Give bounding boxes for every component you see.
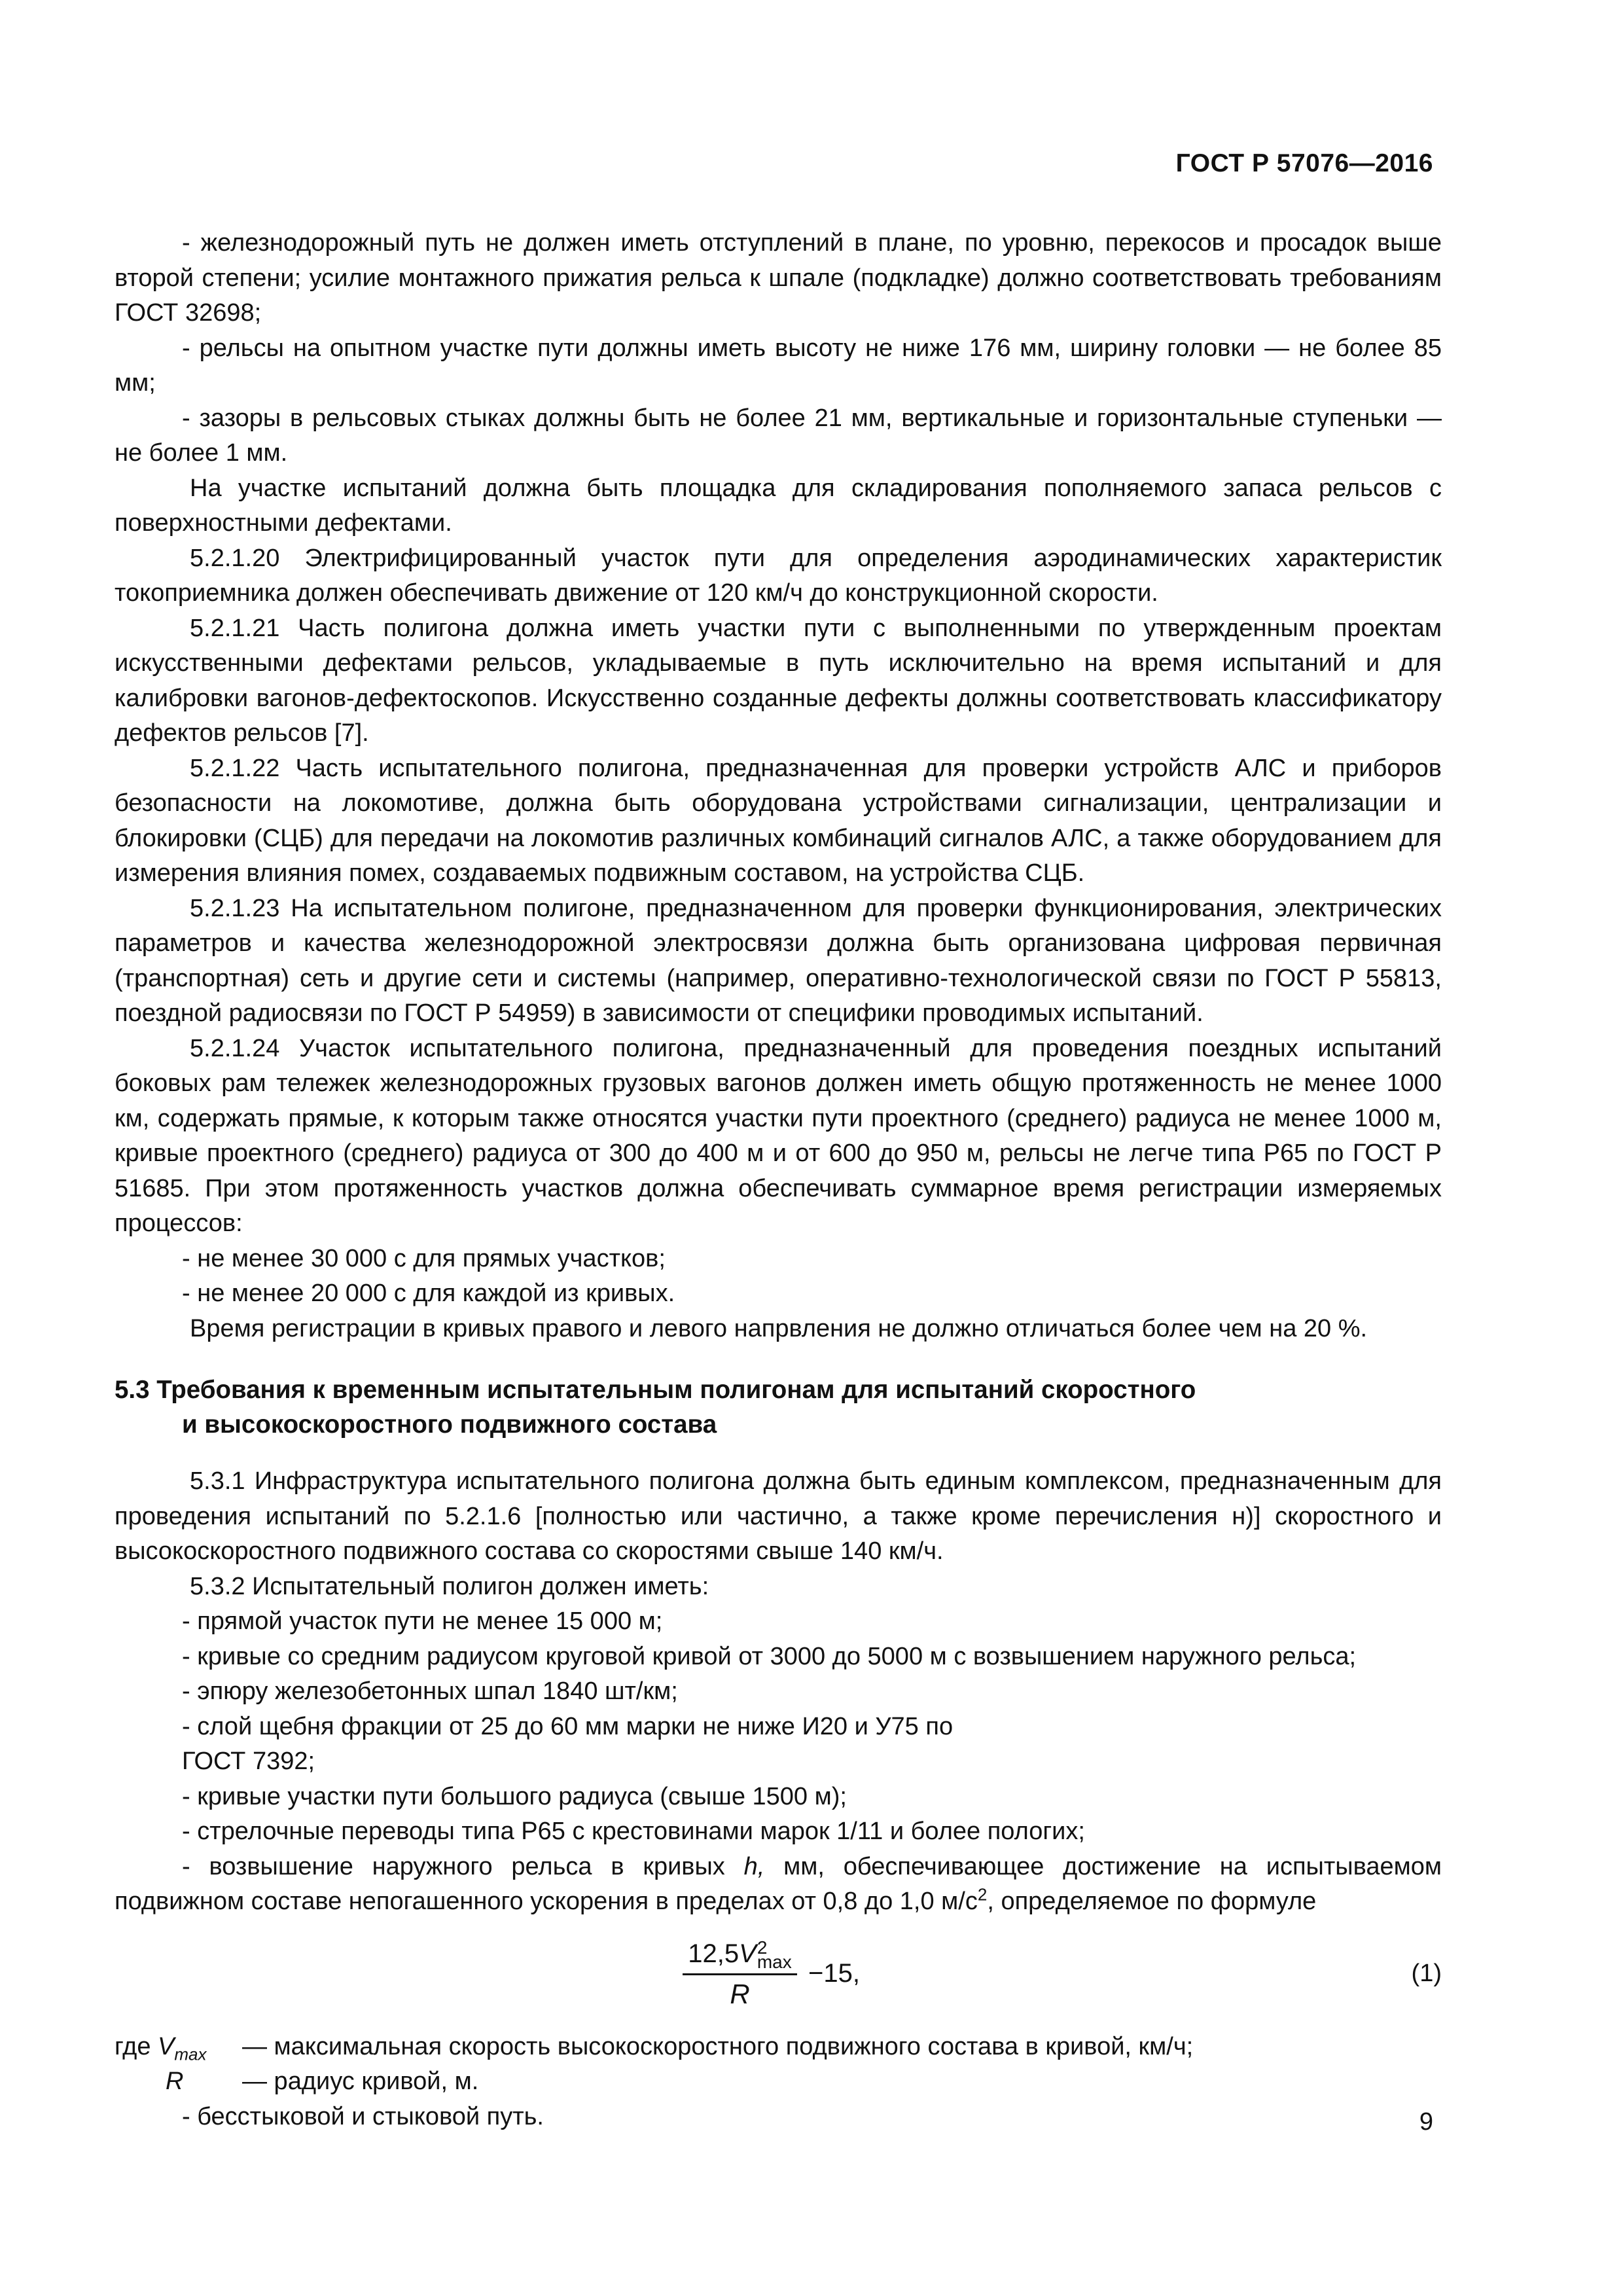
list-item: - железнодорожный путь не должен иметь отступлений в плане, по уровню, перекосов и просадок выше второй степени; усилие монтажного прижатия рельса к шпале (подкладке) должно соответствовать требованиям ГОСТ 32698; [115, 229, 1442, 327]
list-item: - кривые со средним радиусом круговой кривой от 3000 до 5000 м с возвышением наружного рельса; [182, 1642, 1357, 1670]
formula-subscript: max [757, 1951, 792, 1972]
variable-h: h, [743, 1852, 765, 1880]
text: - возвышение наружного рельса в кривых [182, 1852, 744, 1880]
clause-5-3-1: 5.3.1 Инфраструктура испытательного полигона должна быть единым комплексом, предназначенным для проведения испытаний по 5.2.1.6 [полностью или частично, а также кроме перечисления н)] скоростного и высокоскоростного подвижного состава со скоростями свыше 140 км/ч. [115, 1467, 1442, 1565]
where-variable-v: V [158, 2032, 175, 2060]
formula-coefficient: 12,5 [688, 1939, 740, 1968]
formula-denominator: R [730, 1978, 750, 2009]
section-heading-line1: 5.3 Требования к временным испытательным полигонам для испытаний скоростного [115, 1376, 1196, 1404]
section-heading-5-3 [115, 1372, 1442, 1442]
clause-5-2-1-21: 5.2.1.21 Часть полигона должна иметь участки пути с выполненными по утвержденным проектам искусственными дефектами рельсов, укладываемые в путь исключительно на время испытаний и для калибровки вагонов-дефектоскопов. Искусственно созданные дефекты должны соответствовать классификатору дефектов рельсов [7]. [115, 614, 1442, 747]
where-r-text: — радиус кривой, м. [242, 2068, 479, 2095]
list-item: - эпюру железобетонных шпал 1840 шт/км; [182, 1677, 678, 1705]
where-v-text: — максимальная скорость высокоскоростного подвижного состава в кривой, км/ч; [242, 2032, 1194, 2060]
list-item: - прямой участок пути не менее 15 000 м; [182, 1607, 663, 1635]
section-heading-line2: и высокоскоростного подвижного состава [182, 1410, 717, 1439]
formula-scripts [757, 1937, 792, 1972]
where-v-row [115, 2030, 1442, 2065]
clause-5-2-1-20: 5.2.1.20 Электрифицированный участок пути для определения аэродинамических характеристик токоприемника должен обеспечивать движение от 120 км/ч до конструкционной скорости. [115, 544, 1442, 607]
formula-variable-v: V [739, 1939, 757, 1968]
where-subscript: max [174, 2044, 207, 2064]
formula-numerator [685, 1934, 794, 1973]
paragraph: На участке испытаний должна быть площадка для складирования пополняемого запаса рельсов с поверхностными дефектами. [115, 474, 1442, 537]
superscript: 2 [977, 1884, 988, 1905]
where-label [115, 2030, 207, 2065]
list-item: - бесстыковой и стыковой путь. [182, 2102, 544, 2130]
list-item-continuation: ГОСТ 7392; [182, 1748, 315, 1775]
list-item: - рельсы на опытном участке пути должны иметь высоту не ниже 176 мм, ширину головки — не более 85 мм; [115, 334, 1442, 397]
page-number: 9 [1419, 2108, 1433, 2136]
where-word: где [115, 2032, 151, 2060]
list-item: - стрелочные переводы типа Р65 с крестовинами марок 1/11 и более пологих; [182, 1818, 1085, 1845]
list-item: - кривые участки пути большого радиуса (свыше 1500 м); [182, 1782, 847, 1810]
clause-5-2-1-23: 5.2.1.23 На испытательном полигоне, предназначенном для проверки функционирования, электрических параметров и качества железнодорожной электросвязи должна быть организована цифровая первичная (транспортная) сеть и другие сети и системы (например, оперативно-технологической связи по ГОСТ Р 55813, поездной радиосвязи по ГОСТ Р 54959) в зависимости от специфики проводимых испытаний. [115, 894, 1442, 1027]
formula-tail: −15, [808, 1958, 860, 1988]
clause-5-3-2: 5.3.2 Испытательный полигон должен иметь: [190, 1572, 709, 1600]
clause-5-2-1-22: 5.2.1.22 Часть испытательного полигона, предназначенная для проверки устройств АЛС и приборов безопасности на локомотиве, должна быть оборудована устройствами сигнализации, централизации и блокировки (СЦБ) для передачи на локомотив различных комбинаций сигналов АЛС, а также оборудованием для измерения влияния помех, создаваемых подвижным составом, на устройства СЦБ. [115, 754, 1442, 887]
formula-number: (1) [1411, 1959, 1442, 1987]
document-header: ГОСТ Р 57076—2016 [1175, 149, 1433, 177]
list-item: - не менее 30 000 с для прямых участков; [182, 1244, 666, 1272]
formula-superscript: 2 [757, 1937, 768, 1958]
paragraph: Время регистрации в кривых правого и левого напрвления не должно отличаться более чем на 20 %. [190, 1314, 1368, 1342]
where-variable-r: R [166, 2068, 184, 2095]
text: , определяемое по формуле [987, 1888, 1317, 1915]
list-item-formula-intro [115, 1850, 1442, 1920]
list-item: - слой щебня фракции от 25 до 60 мм марки не ниже И20 и У75 по [182, 1712, 954, 1740]
clause-5-2-1-24: 5.2.1.24 Участок испытательного полигона, предназначенный для проведения поездных испытаний боковых рам тележек железнодорожных грузовых вагонов должен иметь общую протяженность не менее 1000 км, содержать прямые, к которым также относятся участки пути проектного (среднего) радиуса не менее 1000 м, кривые проектного (среднего) радиуса от 300 до 400 м и от 600 до 950 м, рельсы не легче типа Р65 по ГОСТ Р 51685. При этом протяженность участков должна обеспечивать суммарное время регистрации измеряемых процессов: [115, 1034, 1442, 1237]
where-r-row [115, 2064, 1442, 2100]
formula-fraction [683, 1934, 797, 2013]
text: мм, обеспечивающее достижение на испытываемом подвижном составе непогашенного ускорения в пределах от 0,8 до 1,0 м/с [115, 1852, 1442, 1915]
list-item: - не менее 20 000 с для каждой из кривых. [182, 1280, 675, 1307]
document-body [115, 226, 1442, 2134]
formula-1 [115, 1931, 1442, 2030]
list-item: - зазоры в рельсовых стыках должны быть не более 21 мм, вертикальные и горизонтальные ступеньки — не более 1 мм. [115, 404, 1442, 467]
